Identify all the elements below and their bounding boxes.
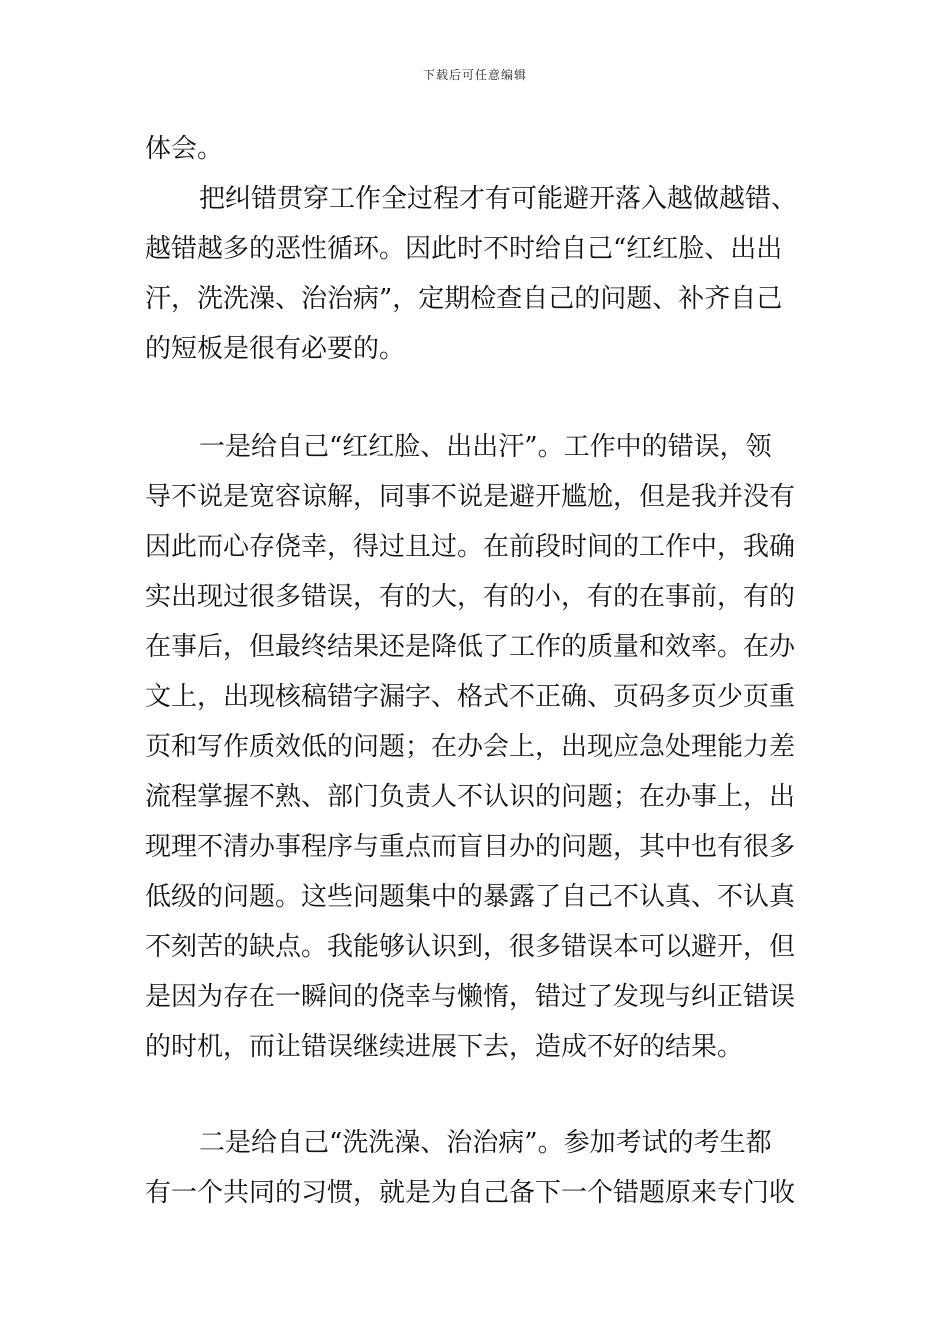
paragraph-line: 的时机，而让错误继续进展下去，造成不好的结果。 — [145, 1032, 744, 1062]
paragraph-line: 一是给自己“红红脸、出出汗”。工作中的错误，领 — [199, 432, 772, 462]
paragraph-2 — [145, 174, 807, 374]
paragraph-line: 页和写作质效低的问题；在办会上，出现应急处理能力差 — [145, 732, 796, 762]
paragraph-line: 把纠错贯穿工作全过程才有可能避开落入越做越错、 — [199, 184, 798, 214]
page-header: 下载后可任意编辑 — [422, 68, 527, 82]
paragraph-line: 流程掌握不熟、部门负责人不认识的问题；在办事上，出 — [145, 782, 796, 812]
paragraph-line: 二是给自己“洗洗澡、治治病”。参加考试的考生都 — [199, 1128, 772, 1158]
paragraph-line: 因此而心存侥幸，得过且过。在前段时间的工作中，我确 — [145, 532, 796, 562]
paragraph-4 — [145, 1118, 807, 1218]
paragraph-line: 实出现过很多错误，有的大，有的小，有的在事前，有的 — [145, 582, 796, 612]
paragraph-line: 体会。 — [145, 134, 224, 164]
paragraph-line: 越错越多的恶性循环。因此时不时给自己“红红脸、出出 — [145, 234, 783, 264]
paragraph-line: 有一个共同的习惯，就是为自己备下一个错题原来专门收 — [145, 1178, 796, 1208]
paragraph-line: 低级的问题。这些问题集中的暴露了自己不认真、不认真 — [145, 882, 796, 912]
paragraph-line: 导不说是宽容谅解，同事不说是避开尴尬，但是我并没有 — [145, 482, 796, 512]
paragraph-line: 是因为存在一瞬间的侥幸与懒惰，错过了发现与纠正错误 — [145, 982, 796, 1012]
paragraph-line: 汗，洗洗澡、治治病”，定期检查自己的问题、补齐自己 — [145, 284, 783, 314]
paragraph-line: 现理不清办事程序与重点而盲目办的问题，其中也有很多 — [145, 832, 796, 862]
paragraph-3 — [145, 422, 807, 1072]
paragraph-line: 文上，出现核稿错字漏字、格式不正确、页码多页少页重 — [145, 682, 796, 712]
paragraph-1 — [145, 124, 807, 174]
paragraph-line: 不刻苦的缺点。我能够认识到，很多错误本可以避开，但 — [145, 932, 796, 962]
paragraph-line: 的短板是很有必要的。 — [145, 334, 406, 364]
paragraph-line: 在事后，但最终结果还是降低了工作的质量和效率。在办 — [145, 632, 796, 662]
